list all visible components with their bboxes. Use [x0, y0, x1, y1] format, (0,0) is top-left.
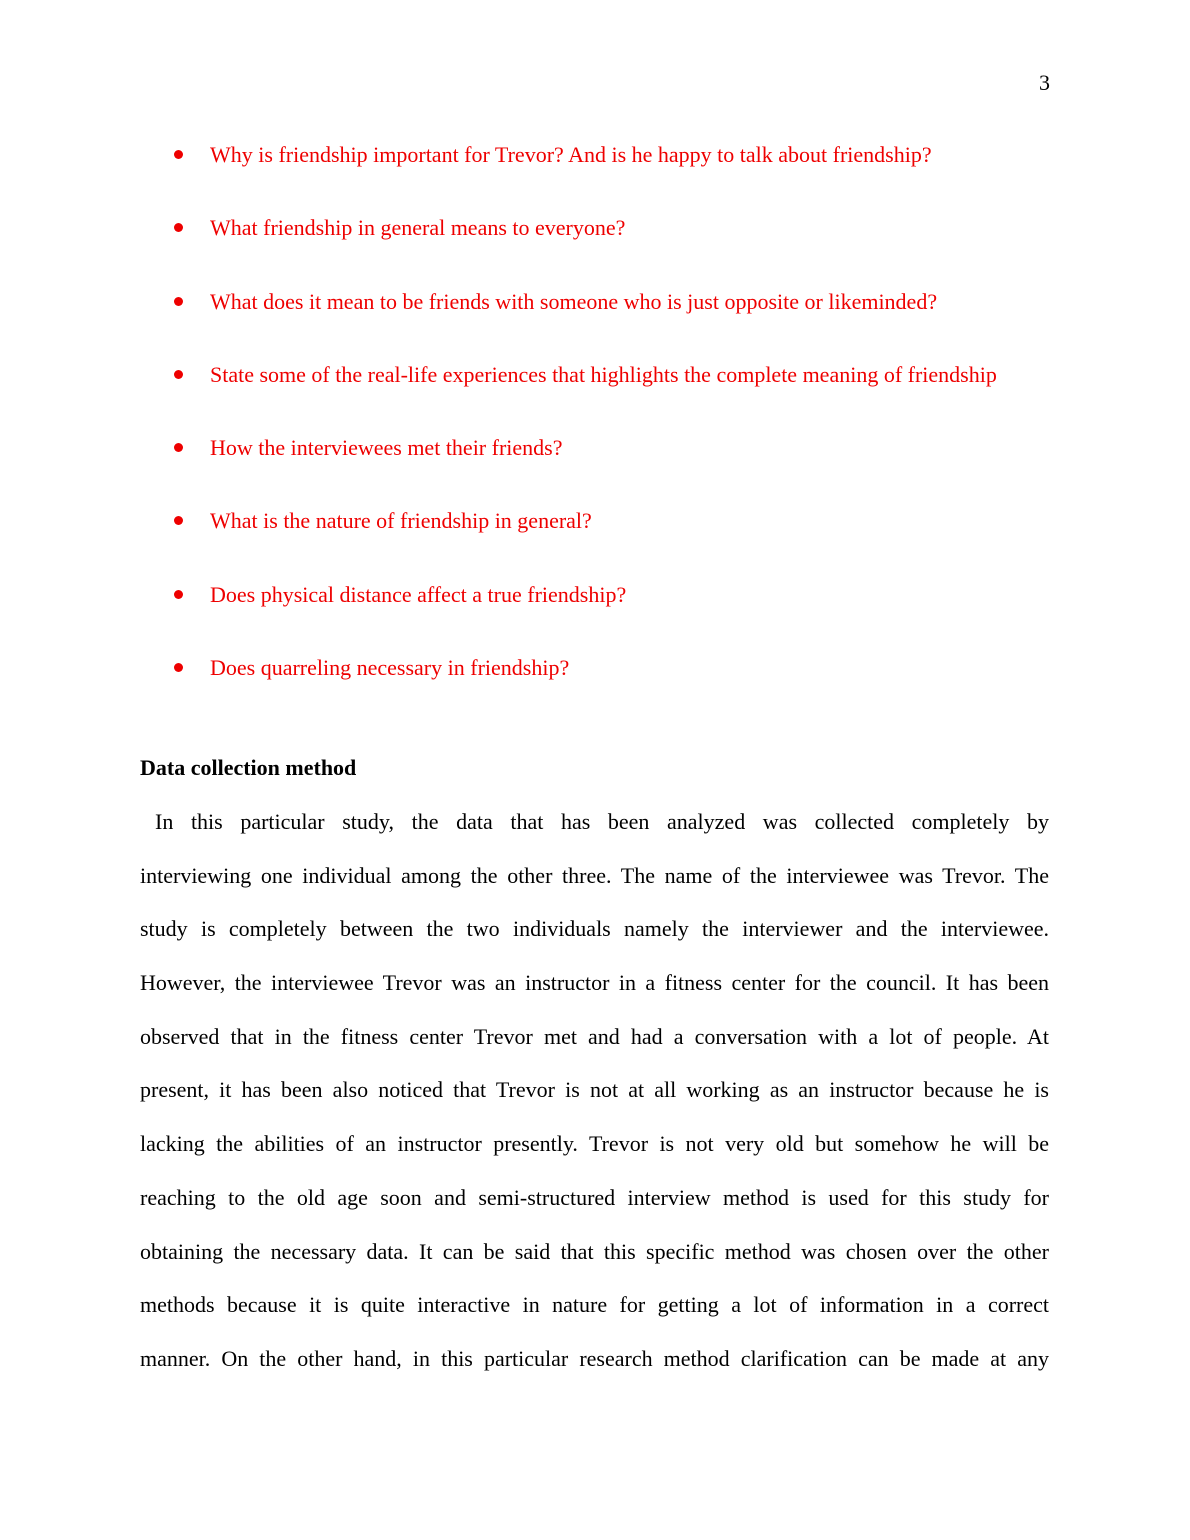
question-text: What does it mean to be friends with someone who is just opposite or likeminded?	[210, 288, 938, 314]
section-heading: Data collection method	[140, 755, 357, 780]
question-text: Why is friendship important for Trevor? And is he happy to talk about friendship?	[210, 142, 932, 167]
paragraph-line: In this particular study, the data that has been analyzed was collected completely by	[155, 809, 1049, 834]
bullet-dot-icon	[174, 297, 183, 306]
question-item	[160, 433, 1060, 506]
question-text: State some of the real-life experiences that highlights the complete meaning of friendship	[210, 361, 997, 387]
bullet-dot-icon	[174, 516, 183, 525]
paragraph-line: methods because it is quite interactive in nature for getting a lot of information in a correct	[140, 1292, 1049, 1318]
question-item	[160, 580, 1060, 653]
paragraph-line: interviewing one individual among the other three. The name of the interviewee was Trevor. The	[140, 862, 1049, 888]
question-text: Does physical distance affect a true friendship?	[210, 581, 627, 607]
bullet-dot-icon	[174, 150, 183, 159]
question-item	[160, 506, 1060, 579]
paragraph-line: obtaining the necessary data. It can be said that this specific method was chosen over the other	[140, 1238, 1049, 1264]
paragraph-line: reaching to the old age soon and semi-structured interview method is used for this study for	[140, 1184, 1049, 1210]
interview-questions-list	[160, 140, 1060, 726]
question-text: How the interviewees met their friends?	[210, 435, 563, 461]
question-item	[160, 287, 1060, 360]
body-paragraph	[140, 804, 1049, 1395]
question-item	[160, 653, 1060, 726]
question-text: What friendship in general means to everyone?	[210, 215, 626, 241]
question-item	[160, 360, 1060, 433]
question-text: What is the nature of friendship in general?	[210, 508, 592, 534]
page-number: 3	[1039, 70, 1050, 95]
paragraph-line: manner. On the other hand, in this particular research method clarification can be made at any	[140, 1345, 1049, 1371]
question-item	[160, 213, 1060, 286]
paragraph-line: observed that in the fitness center Trevor met and had a conversation with a lot of people. At	[140, 1023, 1049, 1049]
bullet-dot-icon	[174, 370, 183, 379]
bullet-dot-icon	[174, 590, 183, 599]
bullet-dot-icon	[174, 663, 183, 672]
paragraph-line: study is completely between the two individuals namely the interviewer and the interviewee.	[140, 916, 1049, 942]
bullet-dot-icon	[174, 443, 183, 452]
bullet-dot-icon	[174, 223, 183, 232]
question-item	[160, 140, 1060, 213]
paragraph-line: present, it has been also noticed that Trevor is not at all working as an instructor because he is	[140, 1077, 1049, 1103]
question-text: Does quarreling necessary in friendship?	[210, 655, 570, 681]
paragraph-line: However, the interviewee Trevor was an instructor in a fitness center for the council. It has been	[140, 970, 1049, 996]
paragraph-line: lacking the abilities of an instructor presently. Trevor is not very old but somehow he will be	[140, 1131, 1049, 1157]
